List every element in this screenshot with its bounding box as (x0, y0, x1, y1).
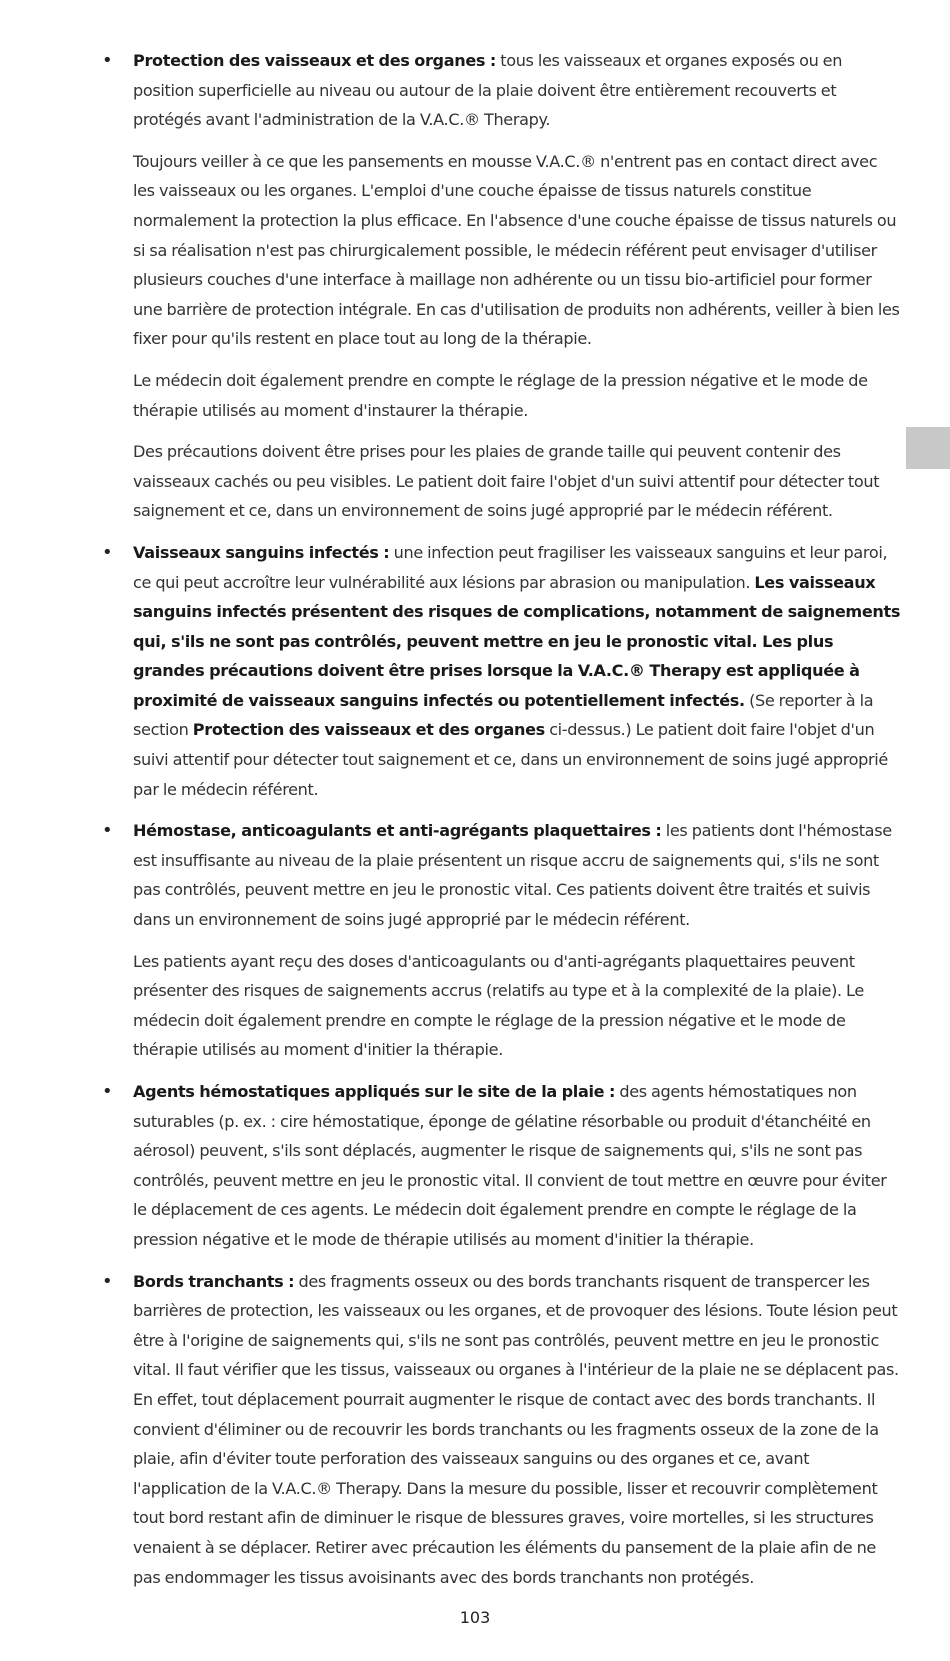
infected-text-2: (Se reporter à la section (133, 690, 874, 740)
bullet-icon: • (102, 50, 113, 71)
protection-paragraph (133, 46, 903, 135)
sharp-heading: Bords tranchants : (133, 1271, 295, 1291)
bullet-protection (102, 46, 903, 526)
bullet-hemostasis (102, 816, 903, 1065)
infected-section-reference: Protection des vaisseaux et des organes (192, 720, 545, 740)
infected-heading: Vaisseaux sanguins infectés : (133, 542, 390, 562)
document-body (102, 46, 903, 1604)
bullet-icon: • (102, 820, 113, 842)
protection-paragraph-2: Toujours veiller à ce que les pansements en mousse V.A.C.® n'entrent pas en contact direct avec les vaisseaux ou les organes. L'emploi d'une couche épaisse de tissus naturels constitue normalement la protection la plus efficace. En l'absence d'une couche épaisse de tissus naturels ou si sa réalisation n'est pas chirurgicalement possible, le médecin référent peut envisager d'utiliser plusieurs couches d'une interface à maillage non adhérente ou un tissu bio-artificiel pour former une barrière de protection intégrale. En cas d'utilisation de produits non adhérents, veiller à bien les fixer pour qu'ils restent en place tout au long de la thérapie. (133, 151, 900, 349)
protection-paragraph-4: Des précautions doivent être prises pour les plaies de grande taille qui peuvent contenir des vaisseaux cachés ou peu visibles. Le patient doit faire l'objet d'un suivi attentif pour détecter tout saignement et ce, dans un environnement de soins jugé approprié par le médecin référent. (133, 442, 880, 521)
agents-heading: Agents hémostatiques appliqués sur le site de la plaie : (133, 1082, 616, 1101)
bullet-icon: • (102, 1081, 113, 1102)
section-thumb-tab (906, 427, 950, 469)
infected-text-3: ci-dessus.) Le patient doit faire l'objet d'un suivi attentif pour détecter tout saignement et ce, dans un environnement de soins jugé approprié par le médecin référent. (133, 720, 888, 799)
infected-text-1: une infection peut fragiliser les vaisseaux sanguins et leur paroi, ce qui peut accroître leur vulnérabilité aux lésions par abrasion ou manipulation. (133, 542, 888, 592)
agents-text: des agents hémostatiques non suturables (p. ex. : cire hémostatique, éponge de gélatine résorbable ou produit d'étanchéité en aérosol) peuvent, s'ils sont déplacés, augmenter le risque de saignements qui, s'ils ne sont pas contrôlés, peuvent mettre en jeu le pronostic vital. Il convient de tout mettre en œuvre pour éviter le déplacement de ces agents. Le médecin doit également prendre en compte le réglage de la pression négative et le mode de thérapie utilisés au moment d'initier la thérapie. (133, 1082, 887, 1249)
infected-warning: Les vaisseaux sanguins infectés présentent des risques de complications, notamment de saignements qui, s'ils ne sont pas contrôlés, peuvent mettre en jeu le pronostic vital. Les plus grandes précautions doivent être prises lorsque la V.A.C.® Therapy est appliquée à proximité de vaisseaux sanguins infectés ou potentiellement infectés. (133, 572, 901, 710)
hemostasis-text: les patients dont l'hémostase est insuffisante au niveau de la plaie présentent un risque accru de saignements qui, s'ils ne sont pas contrôlés, peuvent mettre en jeu le pronostic vital. Ces patients doivent être traités et suivis dans un environnement de soins jugé approprié par le médecin référent. (133, 821, 892, 930)
bullet-icon: • (102, 541, 113, 563)
bullet-icon: • (102, 1270, 113, 1292)
infected-paragraph (133, 538, 903, 804)
sharp-paragraph (133, 1267, 903, 1593)
hemostasis-heading: Hémostase, anticoagulants et anti-agrégants plaquettaires : (133, 821, 662, 841)
hemostasis-paragraph-2: Les patients ayant reçu des doses d'anticoagulants ou d'anti-agrégants plaquettaires peuvent présenter des risques de saignements accrus (relatifs au type et à la complexité de la plaie). Le médecin doit également prendre en compte le réglage de la pression négative et le mode de thérapie utilisés au moment d'initier la thérapie. (133, 951, 864, 1060)
bullet-infected-vessels (102, 538, 903, 804)
sharp-text: des fragments osseux ou des bords tranchants risquent de transpercer les barrières de protection, les vaisseaux ou les organes, et de provoquer des lésions. Toute lésion peut être à l'origine de saignements qui, s'ils ne sont pas contrôlés, peuvent mettre en jeu le pronostic vital. Il faut vérifier que les tissus, vaisseaux ou organes à l'intérieur de la plaie ne se déplacent pas. En effet, tout déplacement pourrait augmenter le risque de contact avec des bords tranchants. Il convient d'éliminer ou de recouvrir les bords tranchants ou les fragments osseux de la zone de la plaie, afin d'éviter toute perforation des vaisseaux sanguins ou des organes et ce, avant l'application de la V.A.C.® Therapy. Dans la mesure du possible, lisser et recouvrir complètement tout bord restant afin de diminuer le risque de blessures graves, voire mortelles, si les structures venaient à se déplacer. Retirer avec précaution les éléments du pansement de la plaie afin de ne pas endommager les tissus avoisinants avec des bords tranchants non protégés. (133, 1271, 899, 1587)
protection-heading: Protection des vaisseaux et des organes : (133, 51, 496, 70)
page-number: 103 (459, 1608, 491, 1627)
hemostasis-paragraph (133, 816, 903, 934)
bullet-sharp-edges (102, 1267, 903, 1593)
agents-paragraph (133, 1077, 903, 1255)
protection-text: tous les vaisseaux et organes exposés ou en position superficielle au niveau ou autour de la plaie doivent être entièrement recouverts et protégés avant l'administration de la V.A.C.® Therapy. (133, 51, 843, 130)
bullet-hemostatic-agents (102, 1077, 903, 1255)
protection-paragraph-3: Le médecin doit également prendre en compte le réglage de la pression négative et le mode de thérapie utilisés au moment d'instaurer la thérapie. (133, 370, 868, 420)
